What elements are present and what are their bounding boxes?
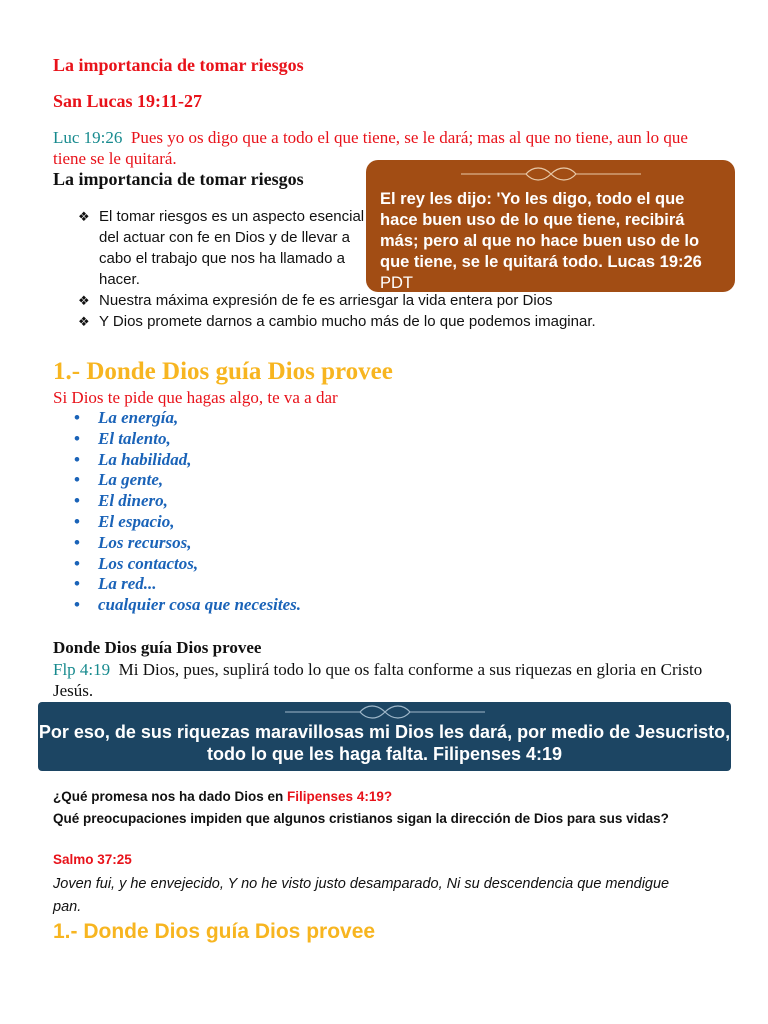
diamond-bullet-icon: ❖ bbox=[78, 209, 90, 224]
list-item: • cualquier cosa que necesites. bbox=[74, 595, 302, 615]
provision-list bbox=[74, 408, 301, 616]
verse-text: Mi Dios, pues, suplirá todo lo que os falta conforme a sus riquezas en gloria en Cristo Jesús. bbox=[53, 660, 703, 700]
question-1: ¿Qué promesa nos ha dado Dios en Filipenses 4:19? bbox=[53, 789, 393, 804]
section-intro: Si Dios te pide que hagas algo, te va a dar bbox=[53, 388, 338, 407]
question-ref: Filipenses 4:19? bbox=[287, 789, 393, 804]
list-item: • El talento, bbox=[74, 428, 171, 448]
footer-heading: 1.- Donde Dios guía Dios provee bbox=[53, 920, 376, 943]
bible-version: PDT bbox=[380, 274, 413, 292]
ornament-divider-icon bbox=[366, 166, 735, 187]
section-2-heading: Donde Dios guía Dios provee bbox=[53, 638, 262, 657]
list-item: • La gente, bbox=[74, 470, 164, 490]
list-item: • Los contactos, bbox=[74, 553, 199, 573]
psalm-text: Joven fui, y he envejecido, Y no he visto justo desamparado, Ni su descendencia que mendigue pan. bbox=[53, 876, 670, 915]
subheading: La importancia de tomar riesgos bbox=[53, 169, 304, 189]
list-item: • Los recursos, bbox=[74, 532, 192, 552]
scripture-reference: San Lucas 19:11-27 bbox=[53, 91, 203, 111]
list-item: • La habilidad, bbox=[74, 449, 192, 469]
philippians-verse bbox=[53, 659, 723, 701]
list-item: ❖ Y Dios promete darnos a cambio mucho más de lo que podemos imaginar. bbox=[78, 313, 596, 330]
diamond-bullet-icon: ❖ bbox=[78, 314, 90, 329]
question-2: Qué preocupaciones impiden que algunos cristianos sigan la dirección de Dios para sus vidas? bbox=[53, 811, 669, 826]
section-heading: 1.- Donde Dios guía Dios provee bbox=[53, 358, 393, 385]
page-title: La importancia de tomar riesgos bbox=[53, 55, 304, 75]
verse-ref: Flp 4:19 bbox=[53, 660, 111, 679]
key-verse-ref: Luc 19:26 bbox=[53, 128, 123, 147]
callout-text: El rey les dijo: 'Yo les digo, todo el que hace buen uso de lo que tiene, recibirá más; pero al que no hace buen uso de lo que tiene, se le quitará todo. Lucas 19:26 bbox=[380, 190, 702, 271]
callout-box-lucas bbox=[366, 160, 735, 292]
callout-text: Por eso, de sus riquezas maravillosas mi Dios les dará, por medio de Jesucristo, todo lo que les haga falta. Filipenses 4:19 bbox=[38, 722, 731, 764]
list-item: • El espacio, bbox=[74, 511, 175, 531]
list-item: ❖ El tomar riesgos es un aspecto esencial del actuar con fe en Dios y de llevar a cabo el trabajo que nos ha llamado a hacer. bbox=[78, 208, 365, 288]
callout-box-filipenses bbox=[38, 702, 731, 771]
list-item: • El dinero, bbox=[74, 491, 168, 511]
list-item: • La energía, bbox=[74, 408, 179, 427]
psalm-ref: Salmo 37:25 bbox=[53, 852, 132, 867]
list-item: • La red... bbox=[74, 574, 157, 594]
diamond-bullet-icon: ❖ bbox=[78, 293, 90, 308]
key-verse-text: Pues yo os digo que a todo el que tiene, se le dará; mas al que no tiene, aun lo que tiene se le quitará. bbox=[53, 128, 688, 168]
list-item: ❖ Nuestra máxima expresión de fe es arriesgar la vida entera por Dios bbox=[78, 292, 553, 309]
